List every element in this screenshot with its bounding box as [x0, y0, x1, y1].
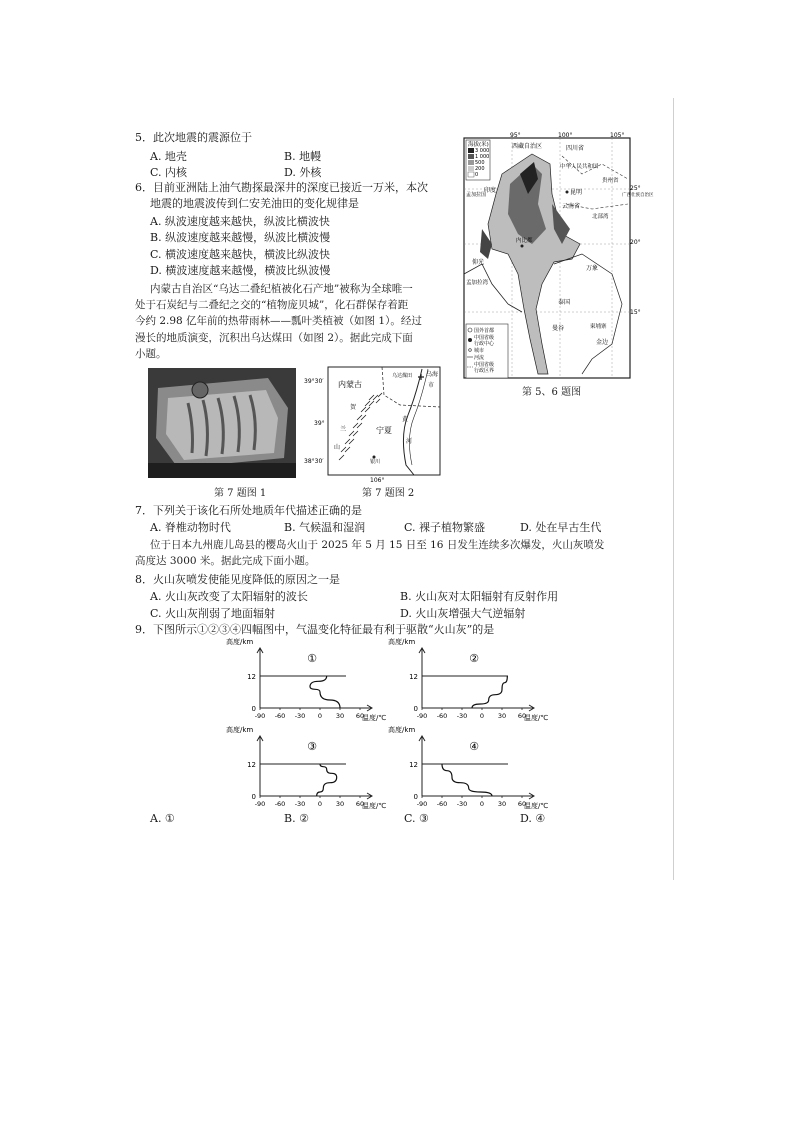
label-guangxi: 广西壮族自治区	[622, 193, 654, 198]
legend-prov-border-1: 中国省级	[474, 362, 495, 368]
southeast-asia-map	[462, 132, 654, 380]
q7-option-b[interactable]: B. 气候温和湿润	[284, 521, 366, 534]
map56-caption: 第 5、6 题图	[522, 387, 582, 398]
y-tick-label: 0	[413, 793, 418, 801]
label-yunnan: 云南省	[562, 203, 581, 210]
wuda-location-map	[304, 365, 444, 483]
intro7-line1: 内蒙古自治区“乌达二叠纪植被化石产地”被称为全球唯一	[150, 283, 413, 295]
q6-stem-line1: 6．目前亚洲陆上油气勘探最深井的深度已接近一万米，本次	[135, 181, 428, 194]
q9-option-a[interactable]: A. ①	[150, 812, 175, 825]
page-divider	[673, 98, 674, 880]
label-huang: 黄	[402, 416, 409, 423]
y-tick-label: 12	[247, 673, 256, 681]
fossil-photo	[148, 368, 296, 478]
legend-river: 河流	[474, 355, 485, 361]
q5-option-d[interactable]: D. 外核	[284, 166, 322, 179]
intro7-line2: 处于石炭纪与二叠纪之交的“植物庞贝城”，化石群保存着距	[135, 299, 409, 311]
label-naypyidaw: 内比都	[516, 238, 533, 244]
x-tick-label: 60	[517, 800, 527, 808]
x-tick-label: -30	[294, 800, 306, 808]
temperature-curve	[310, 676, 340, 708]
chart-title: ②	[469, 652, 479, 665]
q7-option-d[interactable]: D. 处在早古生代	[520, 521, 602, 534]
q5-stem: 5．此次地震的震源位于	[135, 131, 252, 144]
x-tick-label: 60	[355, 712, 365, 720]
label-kunming: 昆明	[570, 189, 583, 196]
label-helan-3: 山	[334, 444, 341, 451]
label-cambodia: 柬埔寨	[590, 324, 607, 330]
label-china: 中华人民共和国	[560, 164, 599, 170]
q7-option-c[interactable]: C. 裸子植物繁盛	[404, 521, 486, 534]
y-tick-label: 0	[413, 705, 418, 713]
x-tick-label: -90	[416, 800, 428, 808]
legend-1000: 1 000	[475, 154, 490, 160]
q9-option-d[interactable]: D. ④	[520, 812, 546, 825]
map-lon-100: 100°	[558, 132, 573, 139]
label-thailand: 泰国	[558, 299, 571, 306]
q6-option-d[interactable]: D. 横波速度越来越慢，横波比纵波慢	[150, 264, 331, 277]
legend-0: 0	[475, 172, 479, 178]
q6-option-c[interactable]: C. 横波速度越来越快，横波比纵波快	[150, 248, 331, 261]
q8-option-a[interactable]: A. 火山灰改变了太阳辐射的波长	[150, 590, 308, 603]
map-lon-95: 95°	[510, 132, 521, 139]
label-ningxia: 宁夏	[376, 426, 392, 435]
chart-profile-4	[388, 724, 549, 812]
q5-option-a[interactable]: A. 地壳	[150, 150, 187, 163]
x-tick-label: 30	[335, 800, 345, 808]
fig7-1-caption: 第 7 题图 1	[214, 488, 267, 499]
label-bangladesh: 孟加拉国	[466, 192, 487, 198]
legend-prov-center-2: 行政中心	[474, 341, 495, 347]
temperature-curve	[442, 764, 492, 796]
label-helan-2: 兰	[340, 426, 347, 433]
legend-prov-border-2: 行政区界	[474, 368, 495, 374]
y-axis-label: 高度/km	[226, 638, 254, 646]
map-lat-15: 15°	[630, 309, 641, 316]
x-tick-label: 30	[497, 800, 507, 808]
label-wuda-coalfield: 乌达煤田	[392, 373, 413, 379]
chart-profile-3	[226, 724, 387, 812]
q7-option-a[interactable]: A. 脊椎动物时代	[150, 521, 231, 534]
y-axis-label: 高度/km	[388, 726, 416, 734]
x-tick-label: -90	[254, 712, 266, 720]
q7-stem: 7．下列关于该化石所处地质年代描述正确的是	[135, 504, 362, 517]
chart-title: ①	[307, 652, 317, 665]
y-axis-label: 高度/km	[226, 726, 254, 734]
legend-city: 城市	[474, 348, 485, 354]
q5-option-b[interactable]: B. 地幔	[284, 150, 322, 163]
intro7-line3: 今约 2.98 亿年前的热带雨林——瓢叶类植被（如图 1）。经过	[135, 315, 422, 327]
x-tick-label: 60	[355, 800, 365, 808]
label-wuhai-city: 市	[428, 382, 435, 389]
q8-option-b[interactable]: B. 火山灰对太阳辐射有反射作用	[400, 590, 559, 603]
q9-option-c[interactable]: C. ③	[404, 812, 429, 825]
label-yinchuan: 银川	[370, 459, 381, 465]
q9-stem: 9．下图所示①②③④四幅图中，气温变化特征最有利于驱散“火山灰”的是	[135, 623, 495, 636]
fig7-2-caption: 第 7 题图 2	[362, 488, 415, 499]
label-india: 印度	[484, 187, 497, 194]
y-tick-label: 12	[247, 761, 256, 769]
q5-option-c[interactable]: C. 内核	[150, 166, 188, 179]
x-tick-label: -30	[456, 712, 468, 720]
lat-38-30: 38°30′	[304, 458, 324, 465]
label-sichuan: 四川省	[566, 145, 585, 152]
x-tick-label: 0	[479, 800, 485, 808]
temperature-curve	[472, 676, 507, 708]
label-he: 河	[406, 438, 413, 445]
y-tick-label: 0	[251, 793, 256, 801]
label-xizang: 西藏自治区	[512, 143, 543, 150]
x-tick-label: -60	[274, 800, 286, 808]
x-tick-label: 0	[317, 800, 323, 808]
map-lon-105: 105°	[610, 132, 625, 139]
intro7-line5: 小题。	[135, 348, 167, 360]
q8-option-d[interactable]: D. 火山灰增强大气逆辐射	[400, 607, 526, 620]
label-vientiane: 万象	[586, 265, 599, 272]
legend-200: 200	[475, 166, 485, 172]
label-inner-mongolia: 内蒙古	[338, 380, 362, 389]
x-tick-label: 30	[335, 712, 345, 720]
label-yangon: 仰光	[472, 259, 485, 266]
map-lat-20: 20°	[630, 239, 641, 246]
legend-3000: 3 000	[475, 148, 490, 154]
q6-option-a[interactable]: A. 纵波速度越来越快，纵波比横波快	[150, 215, 330, 228]
y-tick-label: 12	[409, 761, 418, 769]
q6-stem-line2: 地震的地震波传到仁安羌油田的变化规律是	[150, 197, 359, 210]
x-tick-label: 0	[317, 712, 323, 720]
x-tick-label: 30	[497, 712, 507, 720]
x-axis-label: 温度/℃	[524, 802, 549, 810]
legend-capital: 国外首都	[474, 328, 495, 334]
chart-title: ③	[307, 740, 317, 753]
x-tick-label: -90	[254, 800, 266, 808]
x-axis-label: 温度/℃	[524, 714, 549, 722]
x-tick-label: 60	[517, 712, 527, 720]
q9-option-b[interactable]: B. ②	[284, 812, 309, 825]
label-bay-of-bengal: 孟加拉湾	[466, 280, 489, 286]
y-tick-label: 0	[251, 705, 256, 713]
x-axis-label: 温度/℃	[362, 714, 387, 722]
lat-39: 39°	[314, 420, 325, 427]
q8-option-c[interactable]: C. 火山灰削弱了地面辐射	[150, 607, 276, 620]
label-helan-1: 贺	[350, 404, 357, 411]
legend-500: 500	[475, 160, 485, 166]
label-phnom-penh: 金边	[596, 339, 609, 346]
intro8-line2: 高度达 3000 米。据此完成下面小题。	[135, 555, 316, 567]
chart-profile-1	[226, 636, 387, 724]
x-axis-label: 温度/℃	[362, 802, 387, 810]
label-guizhou: 贵州省	[602, 178, 619, 184]
map-legend-title: 海拔(米)	[468, 142, 489, 148]
intro7-line4: 漫长的地质演变，沉积出乌达煤田（如图 2）。据此完成下面	[135, 332, 413, 344]
temperature-curve	[317, 764, 337, 796]
x-tick-label: -30	[294, 712, 306, 720]
lat-39-30: 39°30′	[304, 378, 324, 385]
chart-profile-2	[388, 636, 549, 724]
q8-stem: 8．火山灰喷发使能见度降低的原因之一是	[135, 573, 340, 586]
label-beibu-gulf: 北部湾	[592, 214, 609, 220]
y-axis-label: 高度/km	[388, 638, 416, 646]
lon-106: 106°	[370, 477, 385, 484]
x-tick-label: -60	[436, 800, 448, 808]
x-tick-label: -60	[436, 712, 448, 720]
x-tick-label: 0	[479, 712, 485, 720]
x-tick-label: -60	[274, 712, 286, 720]
x-tick-label: -30	[456, 800, 468, 808]
q6-option-b[interactable]: B. 纵波速度越来越慢，纵波比横波慢	[150, 231, 331, 244]
x-tick-label: -90	[416, 712, 428, 720]
label-bangkok: 曼谷	[552, 325, 565, 332]
legend-prov-center-1: 中国省级	[474, 335, 495, 341]
intro8-line1: 位于日本九州鹿儿岛县的樱岛火山于 2025 年 5 月 15 日至 16 日发生连续多次爆发，火山灰喷发	[150, 539, 605, 551]
y-tick-label: 12	[409, 673, 418, 681]
chart-title: ④	[469, 740, 479, 753]
map-lat-25: 25°	[630, 185, 641, 192]
label-wuhai: 乌海	[426, 371, 439, 378]
